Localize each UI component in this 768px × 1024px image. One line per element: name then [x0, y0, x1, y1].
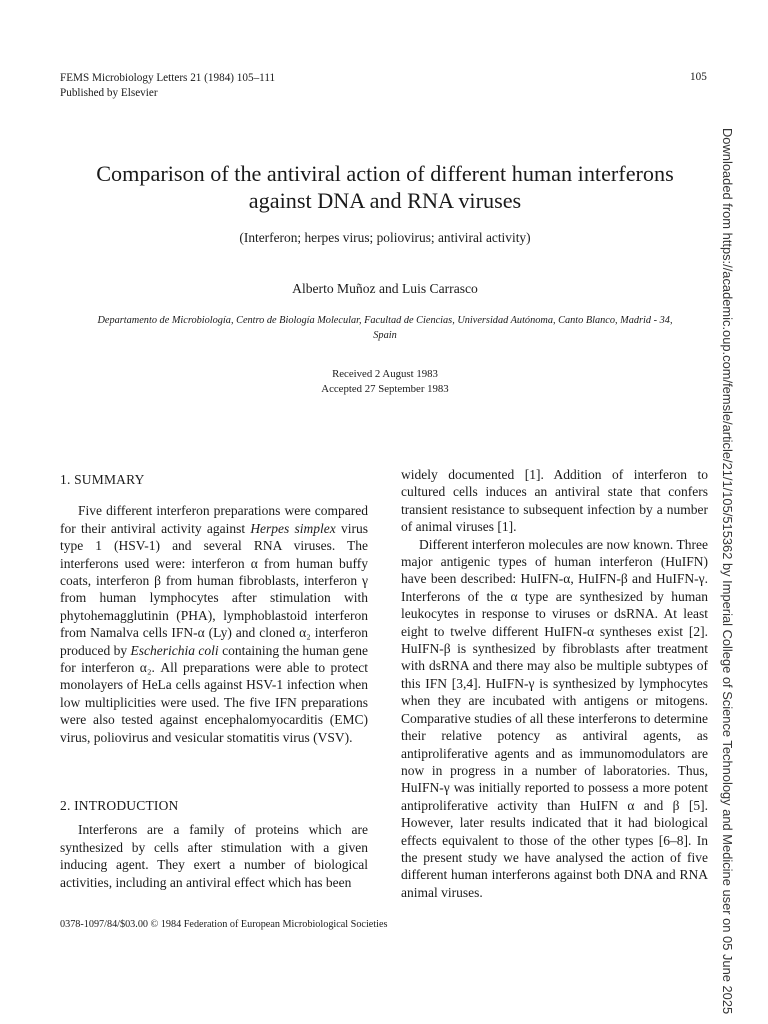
introduction-section	[60, 797, 368, 891]
affiliation-line-1: Departamento de Microbiología, Centro de Biología Molecular, Facultad de Ciencias, Universidad Autónoma, Canto Blanco, Madrid - 34,	[97, 315, 673, 326]
journal-citation: FEMS Microbiology Letters 21 (1984) 105–111	[60, 72, 276, 84]
summary-text-b: virus type 1 (HSV-1) and several RNA viruses. The interferons used were: interferon α from human buffy coats, interferon β from human fibroblasts, interferon γ from human lymphocytes after stimulation with phytohemagglutinin (PHA), lymphoblastoid interferon from Namalva cells IFN-α (Ly) and cloned α₂ interferon produced by	[60, 520, 368, 658]
right-column	[401, 466, 708, 901]
keywords: (Interferon; herpes virus; poliovirus; antiviral activity)	[239, 230, 531, 245]
summary-paragraph	[60, 502, 368, 746]
received-date: Received 2 August 1983	[332, 368, 438, 380]
title-line-1: Comparison of the antiviral action of different human interferons	[96, 161, 674, 186]
introduction-paragraph-1-continued: widely documented [1]. Addition of interferon to cultured cells induces an antiviral state that confers transient resistance to subsequent infection by a number of animal viruses [1].	[401, 467, 708, 535]
introduction-paragraph-2: Different interferon molecules are now known. Three major antigenic types of human interferon (HuIFN) have been described: HuIFN-α, HuIFN-β and HuIFN-γ. Interferons of the α type are synthesized by human leukocytes in response to viruses or dsRNA. At least eight to twelve different HuIFN-α syntheses exist [2]. HuIFN-β is synthesized by fibroblasts after treatment with dsRNA and there may also be multiple subtypes of this IFN [3,4]. HuIFN-γ is synthesized by lymphocytes when they are incubated with antigens or mitogens. Comparative studies of all these interferons to determine their relative potency as antiviral agents, as antiproliferative agents and as immunomodulators are now in progress in a number of laboratories. Thus, HuIFN-γ was initially reported to possess a more potent antiproliferative activity than HuIFN α and β [5]. However, later results indicated that it had biological effects equivalent to those of the other types [6–8]. In the present study we have analysed the action of five different human interferons against both DNA and RNA animal viruses.	[401, 536, 708, 900]
publisher-line: Published by Elsevier	[60, 87, 158, 99]
summary-text-a: Five different interferon preparations were compared for their antiviral activity against	[60, 503, 368, 536]
summary-section	[60, 471, 368, 746]
introduction-paragraph-1: Interferons are a family of proteins which are synthesized by cells after stimulation with a given inducing agent. They exert a number of biological activities, including an antiviral effect which has been	[60, 822, 368, 890]
journal-header	[60, 71, 275, 101]
paper-title	[40, 160, 730, 214]
species-escherichia-coli: Escherichia coli	[130, 642, 219, 658]
accepted-date: Accepted 27 September 1983	[321, 383, 449, 395]
authors: Alberto Muñoz and Luis Carrasco	[292, 281, 478, 296]
affiliation-line-2: Spain	[373, 330, 397, 341]
copyright-footer: 0378-1097/84/$03.00 © 1984 Federation of European Microbiological Societies	[60, 919, 388, 930]
summary-text-c: containing the human gene for interferon α₂. All preparations were able to protect monolayers of HeLa cells against HSV-1 infection when low multiplicities were used. The five IFN preparations were also tested against encephalomyocarditis (EMC) virus, poliovirus and vesicular stomatitis virus (VSV).	[60, 642, 368, 745]
introduction-heading: 2. INTRODUCTION	[60, 798, 179, 813]
summary-heading: 1. SUMMARY	[60, 472, 145, 487]
title-line-2: against DNA and RNA viruses	[248, 188, 522, 213]
download-sidebar-text: Downloaded from https://academic.oup.com/femsle/article/21/1/105/515362 by Imperial College of Science Technology and Medicine user on 05 June 2025	[720, 128, 735, 1015]
affiliation	[40, 313, 730, 343]
article-dates	[40, 367, 730, 397]
species-herpes-simplex: Herpes simplex	[250, 520, 336, 536]
page-number: 105	[690, 71, 707, 83]
